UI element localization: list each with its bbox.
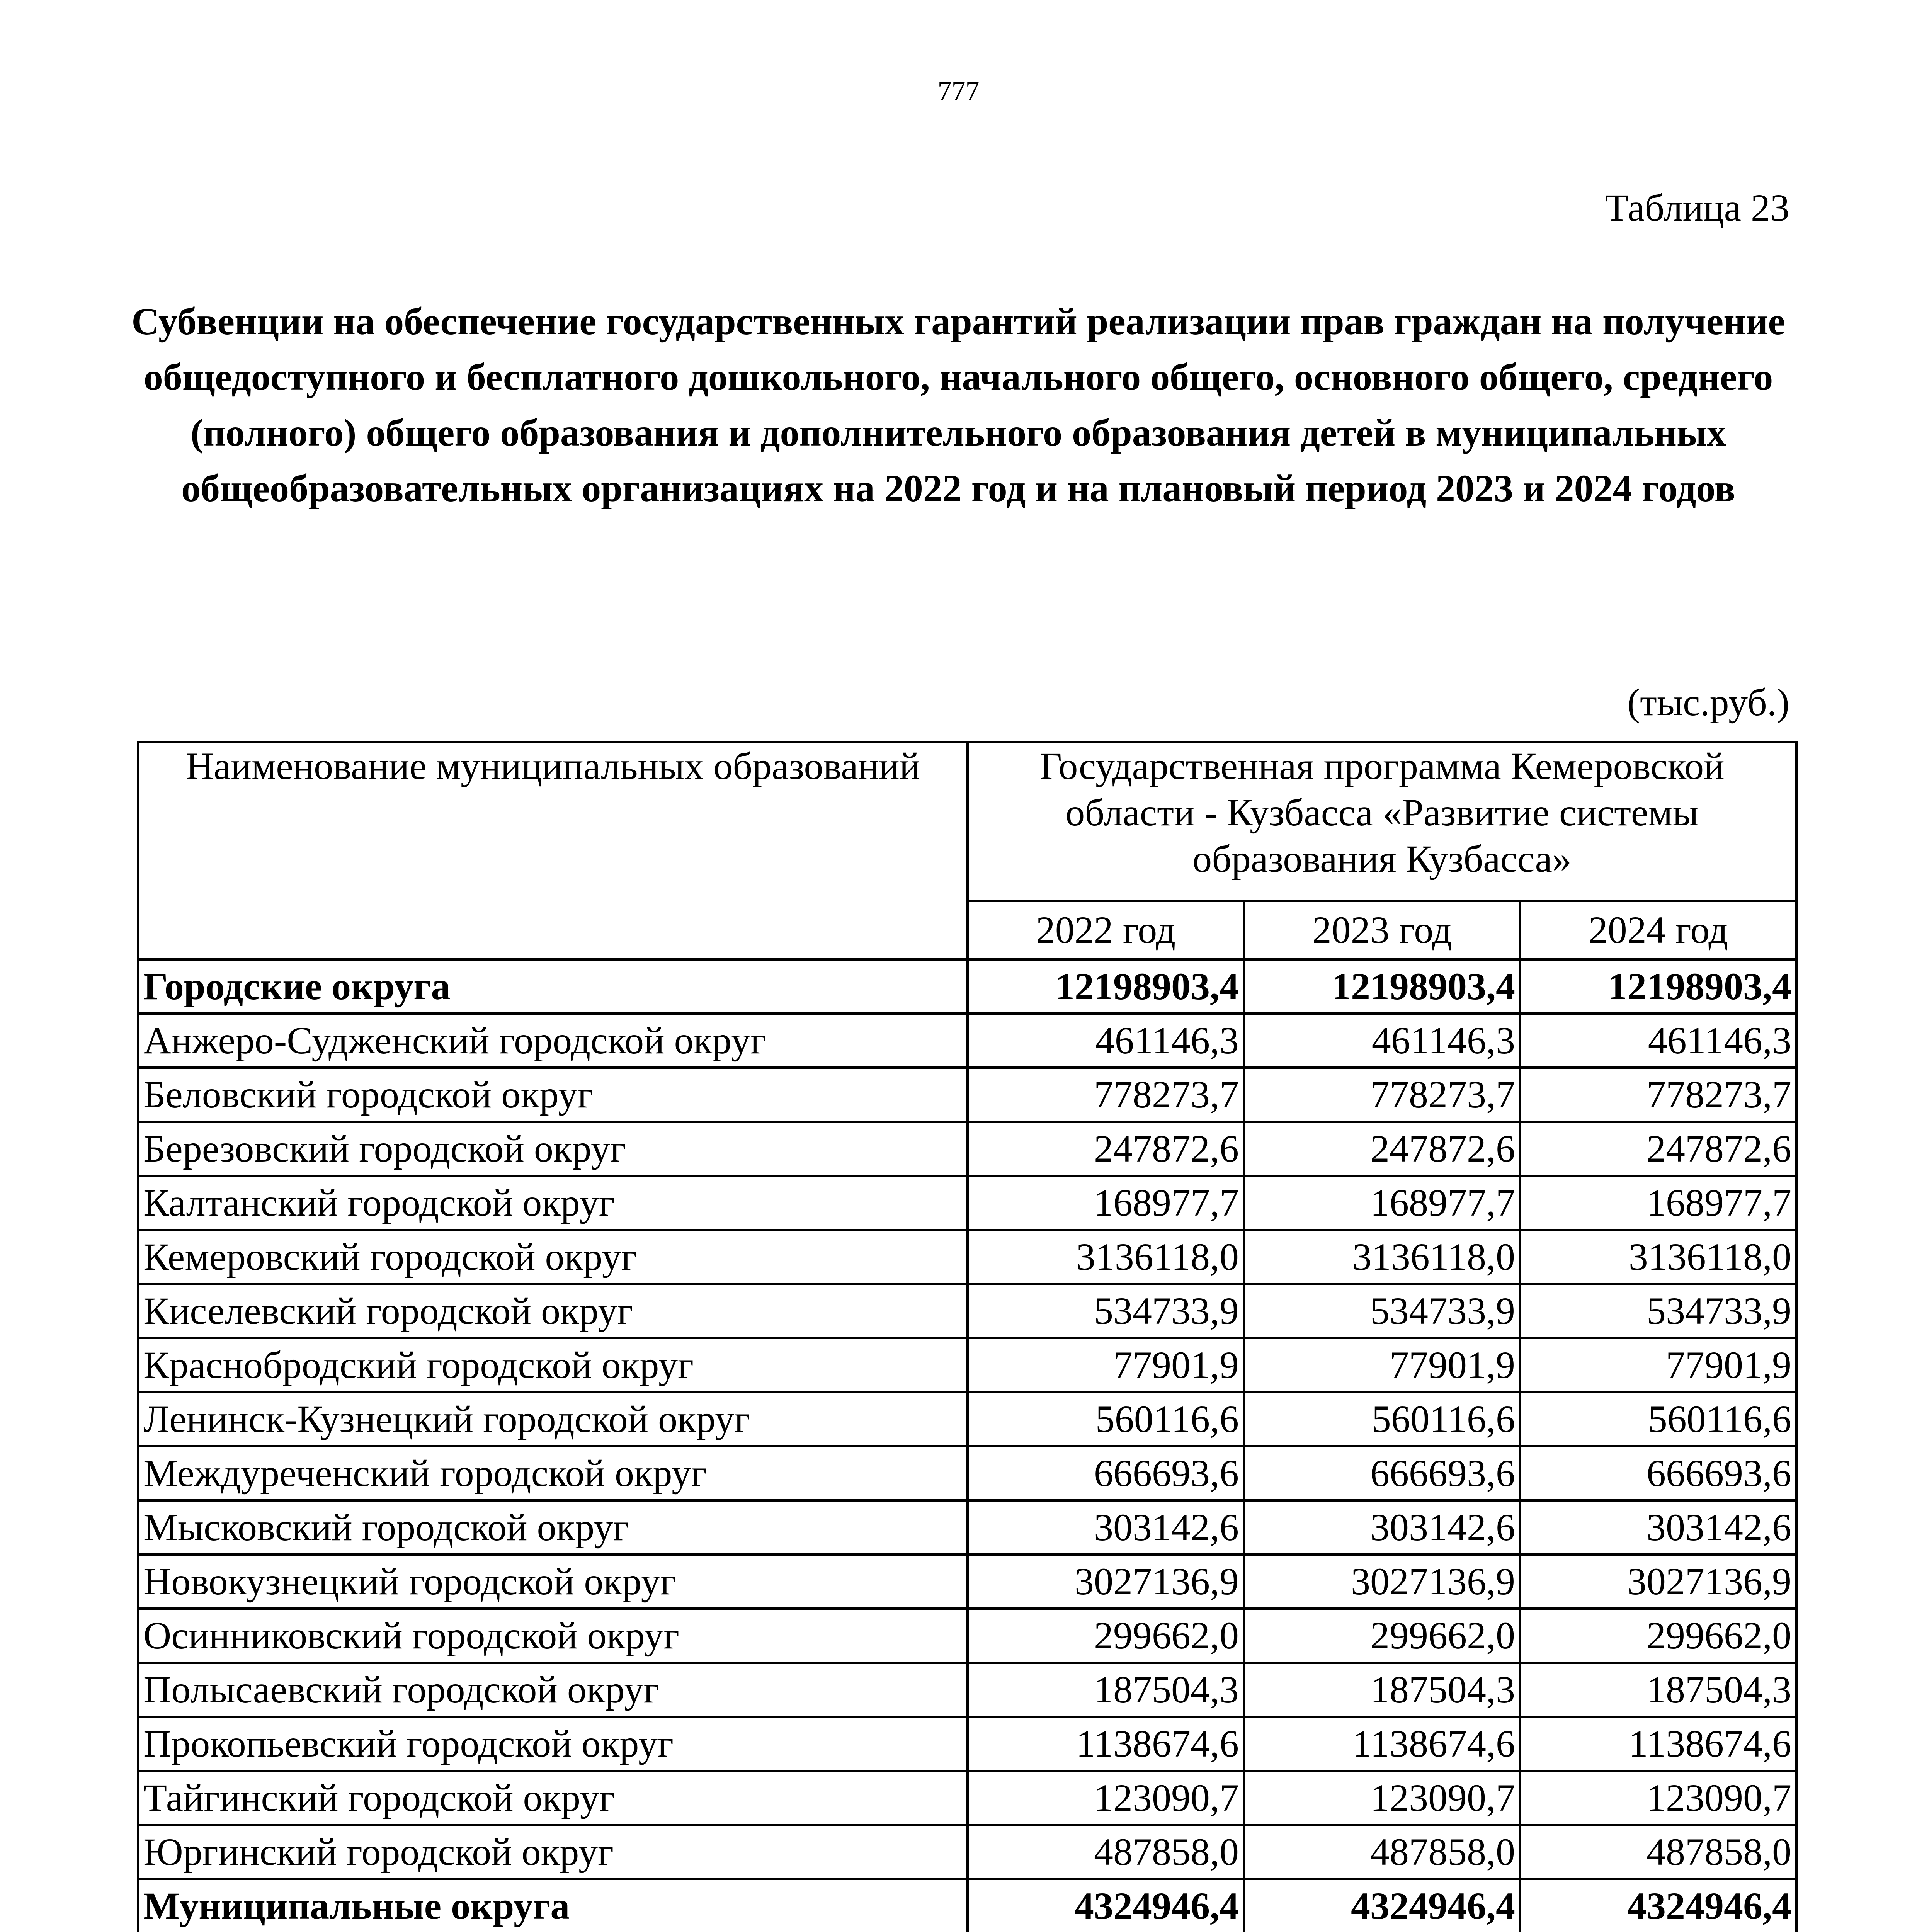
row-value-2022: 77901,9 [968,1338,1244,1392]
row-name: Полысаевский городской округ [138,1663,968,1717]
header-year-2023: 2023 год [1244,901,1520,959]
table-row [138,1230,1796,1284]
row-value-2024: 666693,6 [1520,1446,1796,1500]
row-name: Осинниковский городской округ [138,1609,968,1663]
row-value-2024: 3136118,0 [1520,1230,1796,1284]
row-value-2024: 778273,7 [1520,1068,1796,1122]
row-value-2022: 123090,7 [968,1771,1244,1825]
row-name: Междуреченский городской округ [138,1446,968,1500]
table-row [138,1825,1796,1879]
row-value-2024: 534733,9 [1520,1284,1796,1338]
header-program: Государственная программа Кемеровской области - Кузбасса «Развитие системы образования Кузбасса» [968,742,1796,901]
row-value-2022: 4324946,4 [968,1879,1244,1932]
row-value-2023: 487858,0 [1244,1825,1520,1879]
row-name: Анжеро-Судженский городской округ [138,1014,968,1068]
table-row [138,1554,1796,1609]
row-value-2022: 168977,7 [968,1176,1244,1230]
row-name: Городские округа [138,959,968,1014]
document-title: Субвенции на обеспечение государственных гарантий реализации прав граждан на получение общедоступного и бесплатного дошкольного, начального общего, основного общего, среднего (полного) общего образования и дополнительного образования детей в муниципальных общеобразовательных организациях на 2022 год и на плановый период 2023 и 2024 годов [131,300,1785,510]
table-row [138,1014,1796,1068]
row-name: Калтанский городской округ [138,1176,968,1230]
row-value-2022: 487858,0 [968,1825,1244,1879]
row-value-2023: 187504,3 [1244,1663,1520,1717]
row-value-2023: 247872,6 [1244,1122,1520,1176]
row-value-2022: 303142,6 [968,1500,1244,1554]
row-value-2022: 12198903,4 [968,959,1244,1014]
row-value-2022: 299662,0 [968,1609,1244,1663]
row-value-2023: 303142,6 [1244,1500,1520,1554]
row-value-2024: 299662,0 [1520,1609,1796,1663]
row-name: Прокопьевский городской округ [138,1717,968,1771]
row-value-2024: 1138674,6 [1520,1717,1796,1771]
row-value-2023: 168977,7 [1244,1176,1520,1230]
row-value-2022: 3027136,9 [968,1554,1244,1609]
header-year-2024: 2024 год [1520,901,1796,959]
header-name-column: Наименование муниципальных образований [138,742,968,959]
group-row [138,1879,1796,1932]
row-value-2023: 534733,9 [1244,1284,1520,1338]
table-row [138,1663,1796,1717]
row-value-2024: 123090,7 [1520,1771,1796,1825]
row-value-2023: 778273,7 [1244,1068,1520,1122]
row-name: Беловский городской округ [138,1068,968,1122]
row-value-2024: 560116,6 [1520,1392,1796,1446]
table-row [138,1446,1796,1500]
row-value-2023: 4324946,4 [1244,1879,1520,1932]
row-value-2024: 247872,6 [1520,1122,1796,1176]
row-value-2024: 4324946,4 [1520,1879,1796,1932]
row-value-2023: 299662,0 [1244,1609,1520,1663]
row-value-2023: 123090,7 [1244,1771,1520,1825]
table-row [138,1338,1796,1392]
row-value-2022: 247872,6 [968,1122,1244,1176]
row-value-2024: 487858,0 [1520,1825,1796,1879]
table-row [138,1068,1796,1122]
table-row [138,1717,1796,1771]
table-label: Таблица 23 [1605,186,1789,229]
row-value-2022: 187504,3 [968,1663,1244,1717]
page-number: 777 [937,76,980,107]
row-name: Мысковский городской округ [138,1500,968,1554]
table-row [138,1392,1796,1446]
row-name: Новокузнецкий городской округ [138,1554,968,1609]
group-row [138,959,1796,1014]
row-value-2024: 168977,7 [1520,1176,1796,1230]
row-value-2022: 3136118,0 [968,1230,1244,1284]
row-value-2024: 187504,3 [1520,1663,1796,1717]
units-label: (тыс.руб.) [1627,681,1789,724]
row-value-2024: 3027136,9 [1520,1554,1796,1609]
table-row [138,1609,1796,1663]
table-row [138,1771,1796,1825]
row-name: Муниципальные округа [138,1879,968,1932]
row-value-2022: 666693,6 [968,1446,1244,1500]
row-value-2023: 77901,9 [1244,1338,1520,1392]
header-year-2022: 2022 год [968,901,1244,959]
row-name: Кемеровский городской округ [138,1230,968,1284]
row-name: Краснобродский городской округ [138,1338,968,1392]
row-value-2022: 560116,6 [968,1392,1244,1446]
table-row [138,1284,1796,1338]
row-value-2023: 1138674,6 [1244,1717,1520,1771]
subventions-table [137,741,1798,1932]
row-name: Тайгинский городской округ [138,1771,968,1825]
row-value-2024: 461146,3 [1520,1014,1796,1068]
row-value-2022: 1138674,6 [968,1717,1244,1771]
row-value-2024: 303142,6 [1520,1500,1796,1554]
row-name: Юргинский городской округ [138,1825,968,1879]
row-value-2023: 560116,6 [1244,1392,1520,1446]
table-row [138,1500,1796,1554]
row-value-2023: 3136118,0 [1244,1230,1520,1284]
row-value-2022: 461146,3 [968,1014,1244,1068]
table-body [138,959,1796,1932]
row-name: Киселевский городской округ [138,1284,968,1338]
row-value-2023: 3027136,9 [1244,1554,1520,1609]
table-row [138,1176,1796,1230]
row-value-2024: 77901,9 [1520,1338,1796,1392]
row-value-2024: 12198903,4 [1520,959,1796,1014]
row-name: Ленинск-Кузнецкий городской округ [138,1392,968,1446]
row-value-2023: 666693,6 [1244,1446,1520,1500]
row-value-2022: 534733,9 [968,1284,1244,1338]
row-value-2023: 461146,3 [1244,1014,1520,1068]
row-value-2023: 12198903,4 [1244,959,1520,1014]
row-value-2022: 778273,7 [968,1068,1244,1122]
table-row [138,1122,1796,1176]
row-name: Березовский городской округ [138,1122,968,1176]
